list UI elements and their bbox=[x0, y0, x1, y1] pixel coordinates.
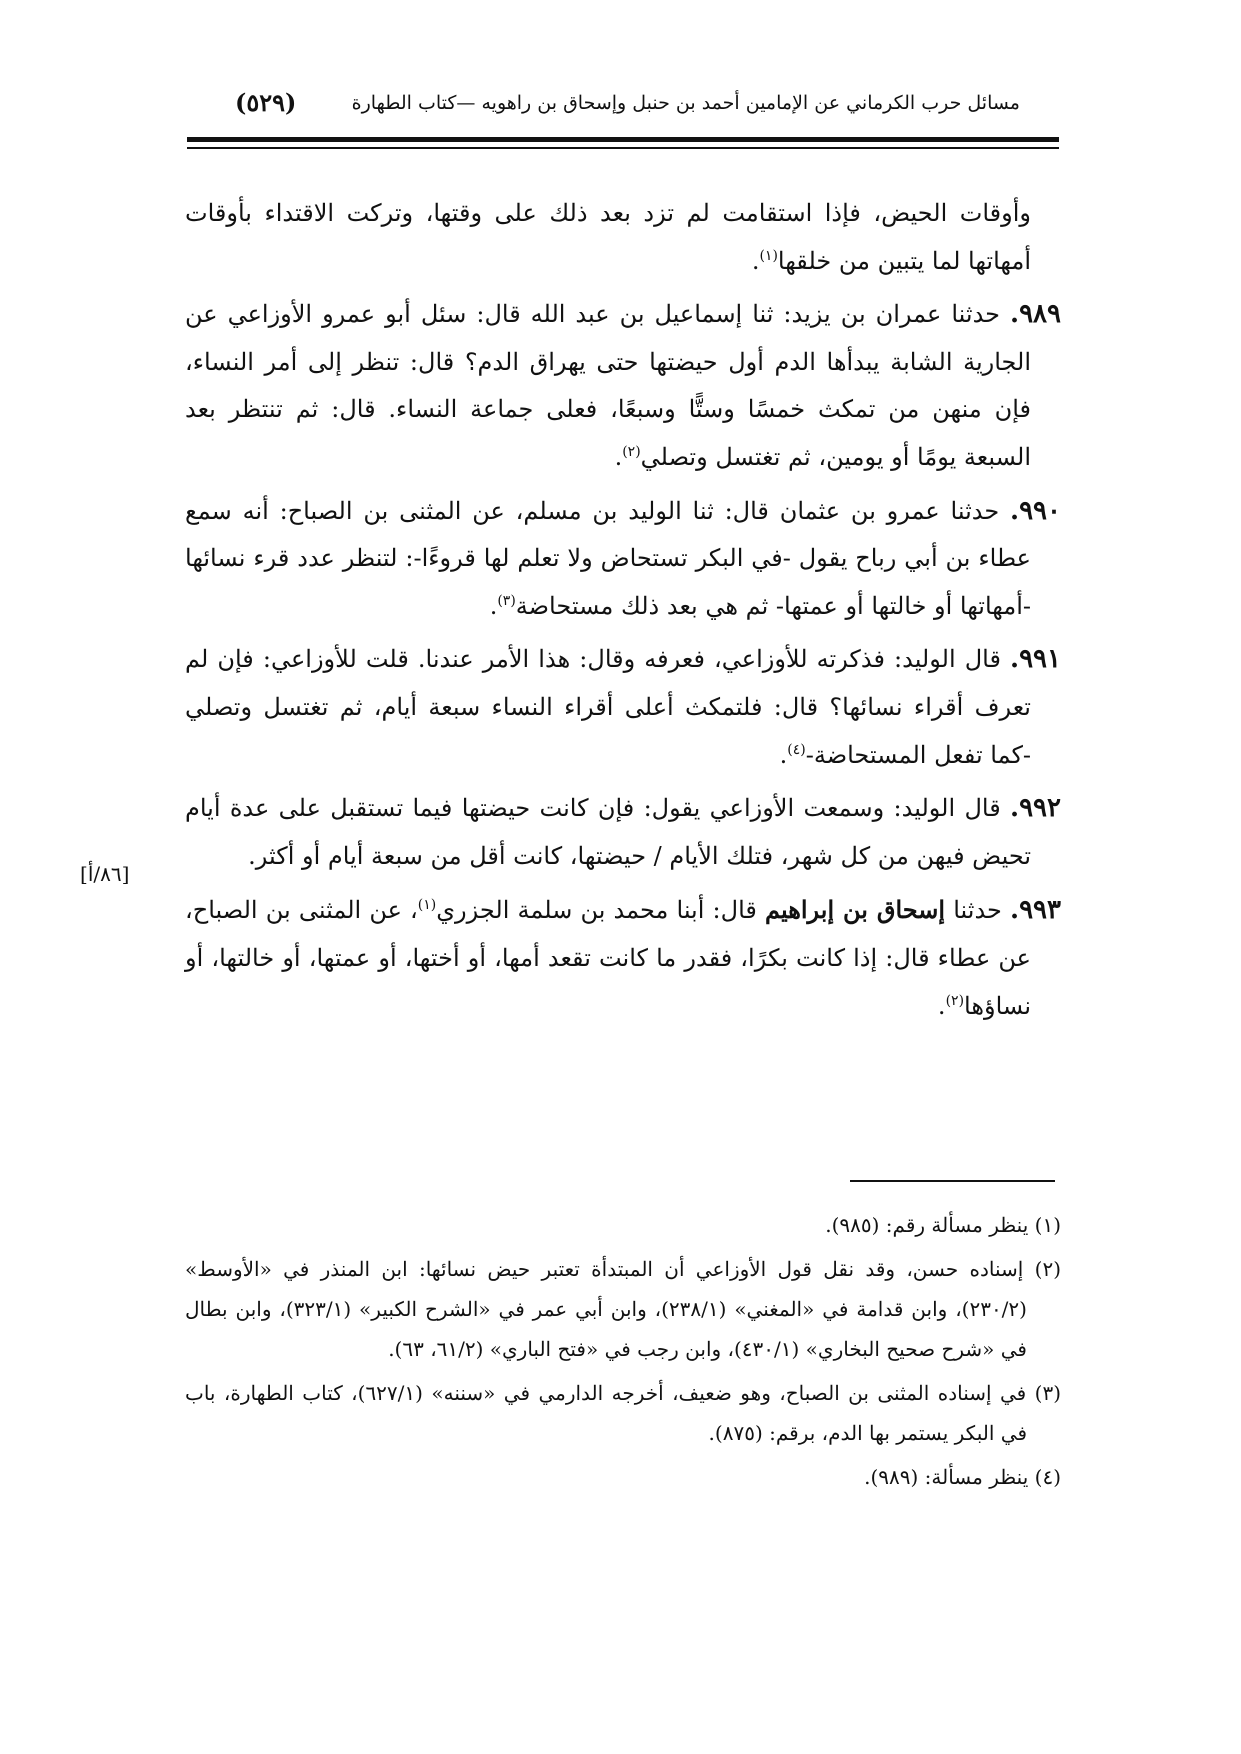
paragraph-text: قال الوليد: وسمعت الأوزاعي يقول: فإن كانت حيضتها فيما تستقبل على عدة أيام تحيض فيهن من كل شهر، فتلك الأيام / حيضتها، كانت أقل من سبعة أيام أو أكثر. bbox=[185, 794, 1031, 870]
footnote-ref: (٢) bbox=[945, 992, 965, 1009]
header-rule-thin bbox=[187, 147, 1059, 149]
footnote-separator bbox=[850, 1180, 1055, 1182]
issue-number: ٩٩٢. bbox=[1010, 793, 1061, 824]
paragraph-end: . bbox=[489, 591, 498, 620]
margin-folio-note: [٨٦/أ] bbox=[80, 862, 130, 886]
paragraph-text: وأوقات الحيض، فإذا استقامت لم تزد بعد ذلك على وقتها، وتركت الاقتداء بأوقات أمهاتها لما يتبين من خلقها bbox=[185, 199, 1031, 275]
running-header bbox=[235, 88, 1020, 128]
running-title: مسائل حرب الكرماني عن الإمامين أحمد بن حنبل وإسحاق بن راهويه —كتاب الطهارة bbox=[351, 92, 1020, 114]
footnote-ref: (٢) bbox=[622, 443, 641, 460]
issue-993 bbox=[185, 886, 1061, 1030]
issue-989 bbox=[185, 291, 1061, 481]
footnote-ref: (٤) bbox=[787, 741, 806, 758]
issue-number: ٩٩١. bbox=[1010, 644, 1061, 675]
footnote-1: (١) ينظر مسألة رقم: (٩٨٥). bbox=[825, 1213, 1061, 1237]
paragraph-end: . bbox=[614, 442, 623, 471]
narrator-name: إسحاق بن إبراهيم bbox=[765, 895, 946, 925]
paragraph-continuation bbox=[185, 190, 1061, 285]
paragraph-end: . bbox=[937, 991, 946, 1020]
page-number: (٥٢٩) bbox=[235, 88, 297, 117]
paragraph-text: حدثنا عمرو بن عثمان قال: ثنا الوليد بن مسلم، عن المثنى بن الصباح: أنه سمع عطاء بن أبي رباح يقول -في البكر تستحاض ولا تعلم لها قروءًا-: لتنظر عدد قرء نسائها -أمهاتها أو خالتها أو عمتها- ثم هي بعد ذلك مستحاضة bbox=[185, 496, 1031, 620]
footnote-2: (٢) إسناده حسن، وقد نقل قول الأوزاعي أن المبتدأة تعتبر حيض نسائها: ابن المنذر في «الأوسط» (٢٣٠/٢)، وابن قدامة في «المغني» (٢٣٨/١)، وابن أبي عمر في «الشرح الكبير» (٣٢٣/١)، وابن بطال في «شرح صحيح البخاري» (٤٣٠/١)، وابن رجب في «فتح الباري» (٦١/٢، ٦٣). bbox=[185, 1257, 1061, 1361]
paragraph-text-start: حدثنا bbox=[953, 896, 1002, 925]
paragraph-text: قال الوليد: فذكرته للأوزاعي، فعرفه وقال: هذا الأمر عندنا. قلت للأوزاعي: فإن لم تعرف أقراء نسائها؟ قال: فلتمكث أعلى أقراء النساء سبعة أيام، ثم تغتسل وتصلي -كما تفعل المستحاضة- bbox=[185, 645, 1031, 769]
footnote-ref: (١) bbox=[417, 897, 437, 914]
issue-992 bbox=[185, 785, 1061, 880]
issue-991 bbox=[185, 636, 1061, 779]
paragraph-text-rest: ، عن المثنى بن الصباح، عن عطاء قال: إذا كانت بكرًا، فقدر ما كانت تقعد أمها، أو أختها، أو عمتها، أو خالتها، أو نساؤها bbox=[185, 896, 1031, 1020]
footnote-ref: (٣) bbox=[497, 592, 516, 609]
paragraph-text: حدثنا عمران بن يزيد: ثنا إسماعيل بن عبد الله قال: سئل أبو عمرو الأوزاعي عن الجارية الشابة يبدأها الدم أول حيضتها حتى يهراق الدم؟ قال: تنظر إلى أمر النساء، فإن منهن من تمكث خمسًا وستًّا وسبعًا، فعلى جماعة النساء. قال: ثم تنتظر بعد السبعة يومًا أو يومين، ثم تغتسل وتصلي bbox=[185, 300, 1031, 471]
footnote-ref: (١) bbox=[759, 247, 778, 264]
footnotes bbox=[185, 1205, 1061, 1501]
main-text bbox=[185, 190, 1061, 1036]
paragraph-end: . bbox=[779, 740, 788, 769]
footnote-4: (٤) ينظر مسألة: (٩٨٩). bbox=[864, 1465, 1061, 1489]
header-rule-thick bbox=[187, 137, 1059, 142]
issue-number: ٩٩٠. bbox=[1010, 495, 1061, 526]
footnote-3: (٣) في إسناده المثنى بن الصباح، وهو ضعيف، أخرجه الدارمي في «سننه» (٦٢٧/١)، كتاب الطهارة، باب في البكر يستمر بها الدم، برقم: (٨٧٥). bbox=[185, 1381, 1061, 1445]
paragraph-text-mid: قال: أبنا محمد بن سلمة الجزري bbox=[436, 896, 757, 925]
issue-990 bbox=[185, 488, 1061, 631]
issue-number: ٩٩٣. bbox=[1010, 895, 1061, 926]
issue-number: ٩٨٩. bbox=[1010, 299, 1061, 330]
paragraph-end: . bbox=[751, 246, 760, 275]
